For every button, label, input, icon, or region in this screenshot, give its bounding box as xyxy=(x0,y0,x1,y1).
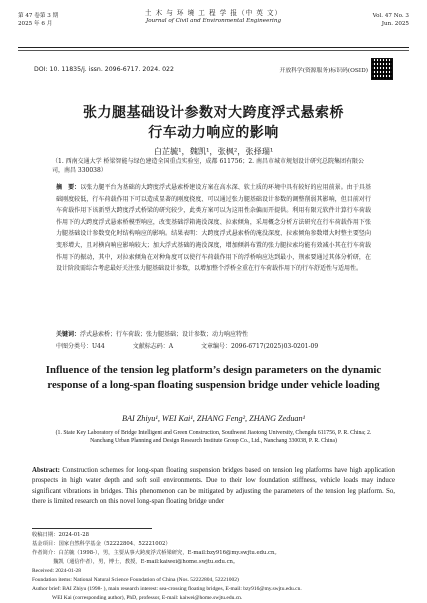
osid-label: 开放科学(资源服务)标识码(OSID) xyxy=(279,67,368,74)
author-brief-en: Author brief: BAI Zhiyu (1998- ), main research interest: sea-crossing floating bridges, E-mail: bzy916@my.swjtu.edu.cn. xyxy=(32,586,302,592)
affiliation-cn: （1. 西南交通大学 桥梁智能与绿色建造全国重点实验室，成都 611756；2. 南昌市城市规划设计研究总院集团有限公司，南昌 330038） xyxy=(52,158,364,174)
fund-en xyxy=(32,576,395,585)
received-date-en: Received: 2024-01-28 xyxy=(32,568,82,574)
authors-en: BAI Zhiyu¹, WEI Kai¹, ZHANG Feng², ZHANG Zeduan¹ xyxy=(121,414,306,423)
author-intro-cn: 作者简介：白芷毓（1998-），男，主要从事大跨度浮式桥梁研究，E-mail:bzy916@my.swjtu.edu.cn。 xyxy=(32,550,280,556)
abstract-en-text: Construction schemes for long-span floating suspension bridges based on tension leg platforms have high application prospects in high water depth and soft soil environments. Due to their low foundation stiffness, vehicle loads may induce significant vibrations in bridges. This phenomenon can be mitigated by adjusting the parameters of the tension leg platform. So, there is limited research on this novel long-span floating bridge under xyxy=(32,467,395,506)
keywords-cn-label: 关键词： xyxy=(56,331,81,338)
abstract-en xyxy=(32,466,395,508)
affiliation-en: (1. State Key Laboratory of Bridge Intelligent and Green Construction, Southwest Jiaotong University, Chengdu 611756, P. R. China; 2. Nanchang Urban Planning and Design Research Institute Group Co., Ltd., Nanchang 330038, P. R. China) xyxy=(55,430,372,445)
title-cn xyxy=(0,103,427,143)
issue-cn: 第 47 卷第 3 期 xyxy=(18,13,59,19)
abstract-cn-label: 摘 要： xyxy=(56,184,81,191)
keywords-cn-text: 浮式悬索桥；行车荷载；张力腿基础；设计参数；动力响应特性 xyxy=(80,331,249,338)
date-en: Jun. 2025 xyxy=(381,20,409,27)
received-date-cn: 收稿日期：2024-01-28 xyxy=(32,532,90,538)
header-right xyxy=(373,13,409,28)
header-center xyxy=(18,10,409,25)
header-rule-thin xyxy=(18,50,409,51)
clc-number: 中图分类号：U44 xyxy=(56,343,105,350)
title-en: Influence of the tension leg platform’s design parameters on the dynamic response of a long-span floating suspension bridge under vehicle loading xyxy=(45,364,382,391)
footnote-rule xyxy=(32,528,152,529)
authors-cn: 白芷毓¹，魏凯¹，张枫²，张择瑞¹ xyxy=(153,146,274,156)
qr-code-icon[interactable] xyxy=(371,58,393,80)
title-cn-line1: 张力腿基础设计参数对大跨度浮式悬索桥 xyxy=(83,105,344,121)
keywords-cn xyxy=(56,330,371,339)
footnotes xyxy=(32,531,395,603)
doi[interactable]: DOI: 10. 11835/j. issn. 2096-6717. 2024. 022 xyxy=(34,66,174,73)
abstract-en-label: Abstract: xyxy=(32,467,60,474)
header-rule xyxy=(18,47,409,48)
journal-name-en: Journal of Civil and Environmental Engineering xyxy=(145,17,282,24)
author-intro-cn-2: 魏凯（通信作者），男，博士，教授，E-mail:kaiwei@home.swjtu.edu.cn。 xyxy=(32,559,239,565)
document-code: 文献标志码：A xyxy=(132,343,174,350)
classification-cn xyxy=(56,341,371,350)
author-brief-en-2: WEI Kai (corresponding author), PhD, professor, E-mail: kaiwei@home.swjtu.edu.cn. xyxy=(52,595,243,601)
date-cn: 2025 年 6 月 xyxy=(18,20,53,27)
running-header xyxy=(18,9,409,45)
journal-name-cn: 土 木 与 环 境 工 程 学 报（中 英 文） xyxy=(144,9,283,17)
osid-block xyxy=(280,58,393,80)
title-cn-line2: 行车动力响应的影响 xyxy=(148,125,279,141)
abstract-cn-text: 以张力腿平台为基础的大跨度浮式悬索桥建设方案在高水深、软土质的环境中具有较好的应用前景。由于具基础刚度较低，行车荷载作用下可以造成显著的刚度挠度、可以通过张力腿基础设计参数的调整削弱其影响，但目前对行车荷载作用下该新型大跨度浮式桥梁的研究较少，此类方案可以为这用性杂偏而开提供。利用有限元软件计算行车荷载作用下的大跨度浮式悬索桥模型响应，改变基础浮箱淹没深度、拉索倾角，采用概念分析方法研究在行车荷载作用下张力腿基础设计参数变化时结构响应的影响。结果表明：大跨度浮式悬索桥的淹没深度、拉索倾角参数增大时整主要竖向变形增大，且对横向响应影响较大；加大浮式基础的淹没深度，增加倾斜布置的张力腿拉索均能有效减小其在行车荷载作用下的振动，其中，对拉索倾角在对种角度可以使行车荷载作用下的浮桥响应达到最小，荆索要通过其体分析研，在设计阶段需综合考虑最好关注张力腿基础设计参数，以增加整个浮桥全重在行车荷载作用下的行车舒适性与适用性。 xyxy=(56,184,371,273)
article-number: 文章编号：2096-6717(2025)03-0201-09 xyxy=(201,343,319,350)
volume-en: Vol. 47 No. 3 xyxy=(372,13,409,19)
fund-cn: 基金项目：国家自然科学基金（52222804、52221002） xyxy=(32,541,171,547)
fund-en-text: Foundation items: National Natural Science Foundation of China (Nos. 52222804, 52221002) xyxy=(32,577,239,583)
abstract-cn xyxy=(56,182,371,275)
